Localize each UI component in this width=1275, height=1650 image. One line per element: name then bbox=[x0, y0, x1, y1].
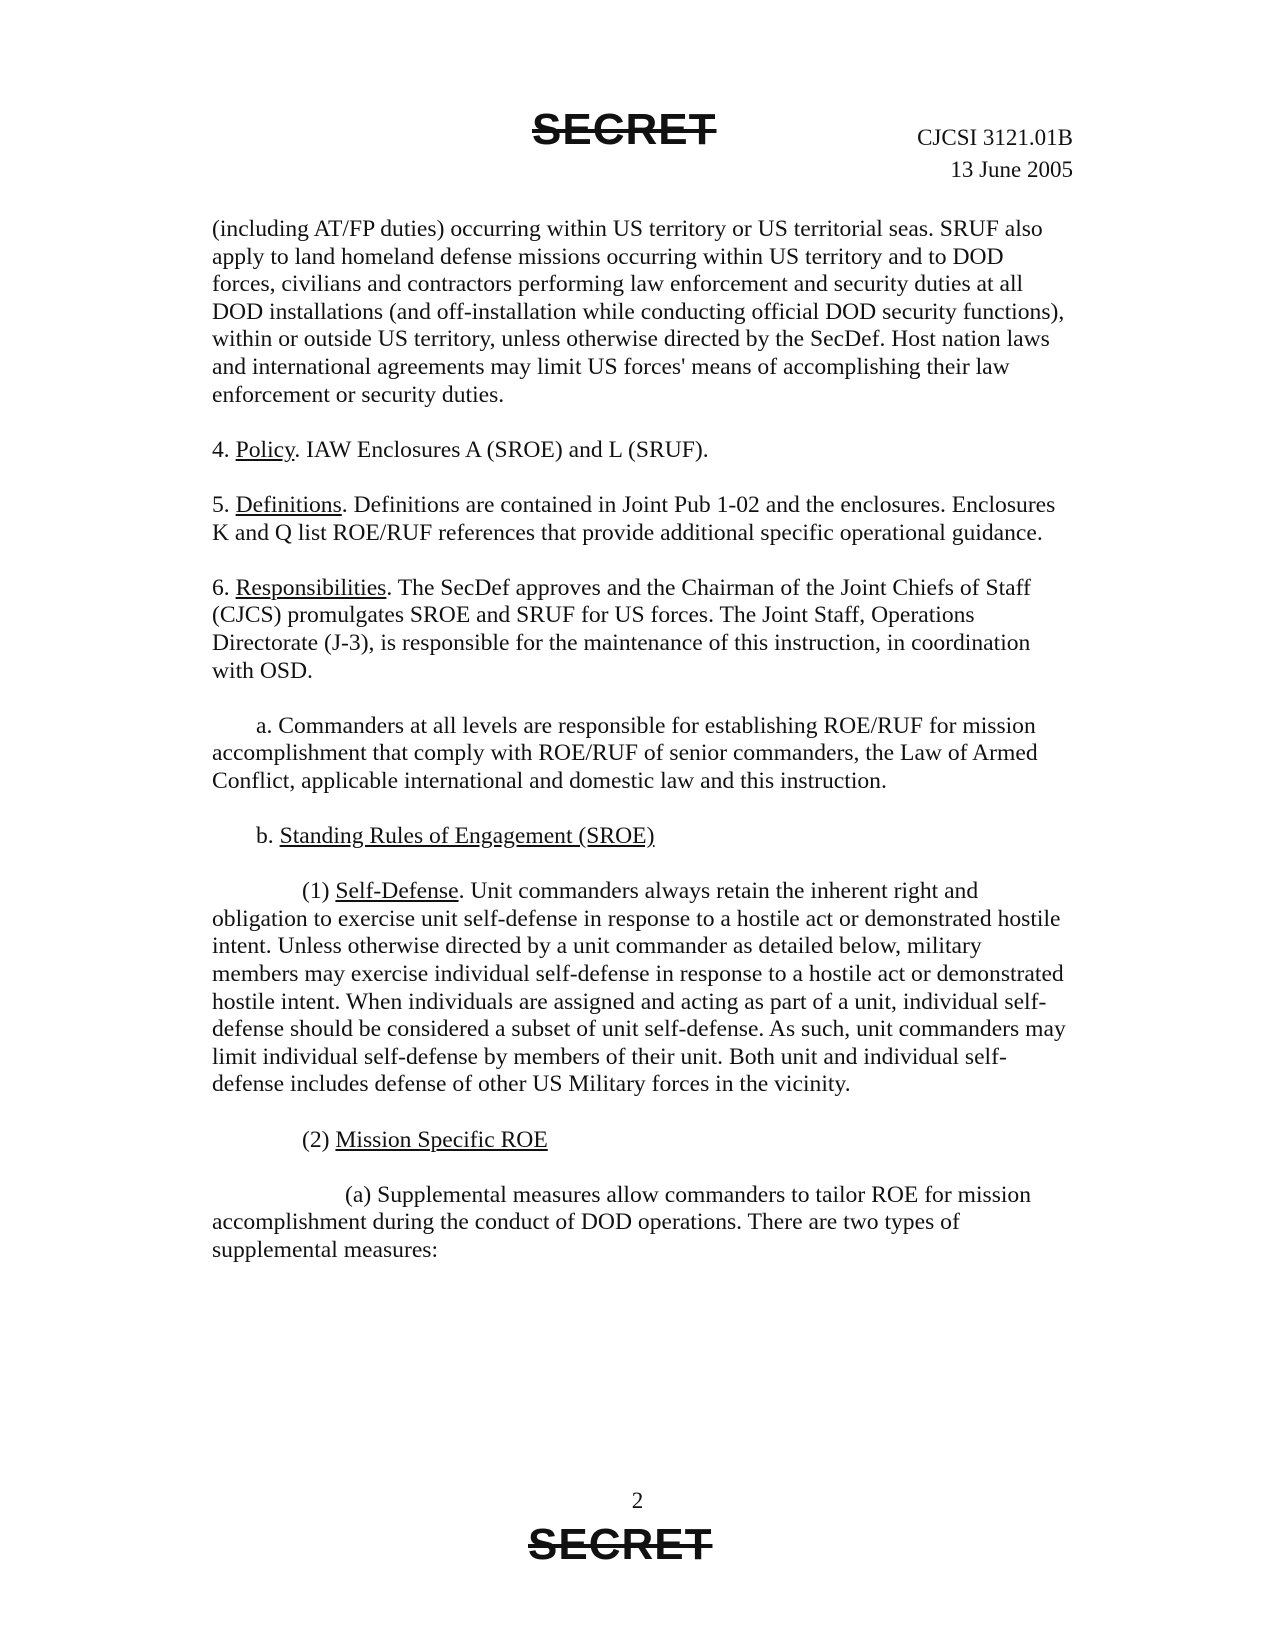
paragraph-4-number: 4. bbox=[212, 436, 230, 463]
paragraph-6b1-title: Self-Defense bbox=[335, 878, 459, 905]
paragraph-6b1 bbox=[212, 878, 1072, 1099]
paragraph-5 bbox=[212, 492, 1072, 547]
paragraph-6b1-text: . Unit commanders always retain the inherent right and obligation to exercise unit self-defense in response to a hostile act or demonstrated hostile intent. Unless otherwise directed by a unit commander as detailed below, military members may exercise individual self-defense in response to a hostile act or demonstrated hostile intent. When individuals are assigned and acting as part of a unit, individual self-defense should be considered a subset of unit self-defense. As such, unit commanders may limit individual self-defense by members of their unit. Both unit and individual self-defense includes defense of other US Military forces in the vicinity. bbox=[212, 878, 1066, 1098]
page-number: 2 bbox=[631, 1488, 644, 1513]
paragraph-6b2-title: Mission Specific ROE bbox=[335, 1126, 548, 1153]
paragraph-6b bbox=[212, 823, 1072, 851]
paragraph-5-text: . Definitions are contained in Joint Pub 1-02 and the enclosures. Enclosures K and Q list ROE/RUF references that provide additional specific operational guidance. bbox=[212, 491, 1056, 546]
document-header bbox=[917, 122, 1073, 186]
paragraph-6-number: 6. bbox=[212, 574, 230, 601]
paragraph-6b1-number: (1) bbox=[302, 878, 330, 905]
paragraph-6b2 bbox=[212, 1127, 1072, 1155]
paragraph-6b-number: b. bbox=[256, 823, 274, 850]
paragraph-6a: a. Commanders at all levels are responsible for establishing ROE/RUF for mission accomplishment that comply with ROE/RUF of senior commanders, the Law of Armed Conflict, applicable international and domestic law and this instruction. bbox=[212, 712, 1038, 794]
paragraph-4-title: Policy bbox=[235, 436, 295, 463]
document-id: CJCSI 3121.01B bbox=[917, 125, 1073, 150]
document-body bbox=[212, 216, 1072, 1292]
paragraph-6b2a: (a) Supplemental measures allow commanders to tailor ROE for mission accomplishment during the conduct of DOD operations. There are two types of supplemental measures: bbox=[212, 1181, 1032, 1263]
paragraph-6b2-number: (2) bbox=[302, 1126, 330, 1153]
paragraph-6-text: . The SecDef approves and the Chairman of the Joint Chiefs of Staff (CJCS) promulgates SROE and SRUF for US forces. The Joint Staff, Operations Directorate (J-3), is responsible for the maintenance of this instruction, in coordination with OSD. bbox=[212, 574, 1031, 684]
document-date: 13 June 2005 bbox=[950, 157, 1073, 182]
classification-marking-top: SECRET bbox=[532, 105, 717, 154]
paragraph-4 bbox=[212, 437, 1072, 465]
paragraph-5-number: 5. bbox=[212, 491, 230, 518]
classification-marking-bottom: SECRET bbox=[528, 1520, 713, 1569]
paragraph-6b-title: Standing Rules of Engagement (SROE) bbox=[279, 823, 655, 850]
paragraph-continuation: (including AT/FP duties) occurring within US territory or US territorial seas. SRUF also apply to land homeland defense missions occurring within US territory and to DOD forces, civilians and contractors performing law enforcement and security duties at all DOD installations (and off-installation while conducting official DOD security functions), within or outside US territory, unless otherwise directed by the SecDef. Host nation laws and international agreements may limit US forces' means of accomplishing their law enforcement or security duties. bbox=[212, 216, 1065, 408]
paragraph-6-title: Responsibilities bbox=[235, 574, 387, 601]
paragraph-5-title: Definitions bbox=[235, 491, 342, 518]
paragraph-6 bbox=[212, 575, 1072, 685]
paragraph-4-text: . IAW Enclosures A (SROE) and L (SRUF). bbox=[294, 436, 709, 463]
